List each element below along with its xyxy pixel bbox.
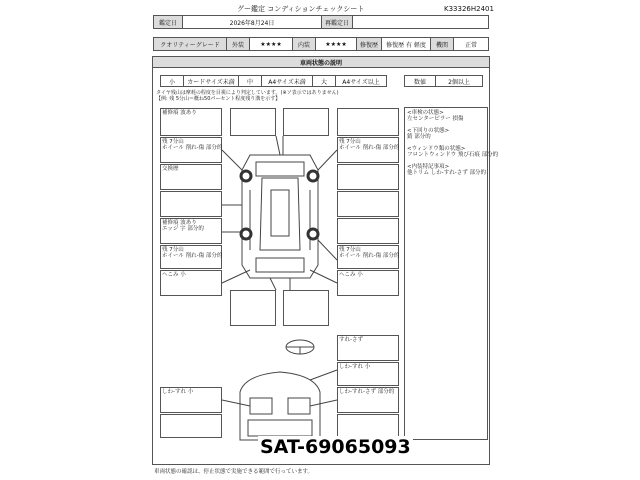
rl-wheel-label: ホイール 削れ-傷 部分的 [162,253,223,259]
legend-large-desc: A4サイズ以上 [335,75,387,87]
note-inspection-title: <車検の状態> [407,110,444,116]
fl-top-label: 補修痕 波あり [162,110,197,116]
note-interior-title: <内装特記事項> [407,164,450,170]
mechanic-value: 正常 [453,37,489,51]
int-left-label: しわ-すれ 小 [162,389,194,395]
note-interior-body: 他トリム しわ-すれ-さず 部分的 [407,170,486,176]
tire-note-2: 【例: 残 5分山＝概ね50パーセント程度残り溝を示す】 [156,96,281,102]
int-right-label-2: しわ-すれ-さず 部分的 [339,389,395,395]
note-window-body: フロントウィンドウ 飛び石痕 部分的 [407,152,499,158]
repair-history-label: 修復歴 [356,37,382,51]
legend-count-value: 2個以上 [435,75,483,87]
fr-wheel-label: ホイール 削れ-傷 部分的 [339,145,400,151]
rl-top-label: 補修痕 波あり [162,220,197,226]
exterior-stars: ★★★★ [249,37,293,51]
reappraisal-label: 再鑑定日 [321,15,353,29]
fl-wheel-label: ホイール 削れ-傷 部分的 [162,145,223,151]
rl-tire-label: 残 7分山 [162,247,184,253]
sheet-title: グー鑑定 コンディションチェックシート [237,5,365,13]
legend-count-label: 数値 [404,75,436,87]
fl-tire-label: 残 7分山 [162,139,184,145]
int-right-label-1: しわ-すれ 小 [339,364,371,370]
appraisal-date-value: 2026年8月24日 [182,15,322,29]
legend-medium: 中 [238,75,262,87]
appraisal-date-label: 鑑定日 [153,15,183,29]
legend-small-desc: カードサイズ未満 [183,75,239,87]
exterior-label: 外装 [226,37,250,51]
rl-edge-label: エッジ 字 部分的 [162,226,204,232]
int-wheel-label: すれ-さず [339,337,363,343]
note-inspection-body: 左センターピラー 損傷 [407,116,464,122]
stock-number-watermark: SAT-69065093 [260,436,411,458]
note-underbody-body: 錆 部分的 [407,134,431,140]
legend-medium-desc: A4サイズ未満 [261,75,313,87]
repair-history-value: 修復歴 有 軽度 [381,37,431,51]
rr-wheel-label: ホイール 削れ-傷 部分的 [339,253,400,259]
interior-stars: ★★★★ [315,37,357,51]
rr-dent-label: へこみ 小 [339,272,363,278]
quality-grade-label: クオリティーグレード [153,37,227,51]
interior-label: 内装 [292,37,316,51]
rr-tire-label: 残 7分山 [339,247,361,253]
legend-large: 大 [312,75,336,87]
legend-small: 小 [160,75,184,87]
note-window-title: <ウィンドウ類の状態> [407,146,466,152]
footer-note: 車両状態の確認は、停止状態で実施できる範囲で行っています。 [154,469,314,475]
rl-dent-label: へこみ 小 [162,272,186,278]
mechanic-label: 機関 [430,37,454,51]
document-id: K33326H2401 [444,5,494,13]
fr-tire-label: 残 7分山 [339,139,361,145]
fl-glass-label: 交換歴 [162,166,179,172]
note-underbody-title: <下回りの状態> [407,128,450,134]
section-title: 車両状態の説明 [152,56,490,68]
tire-note-1: タイヤ残山は摩耗の程度を目視により判定しています。(※ソ表示ではありません) [156,90,339,96]
